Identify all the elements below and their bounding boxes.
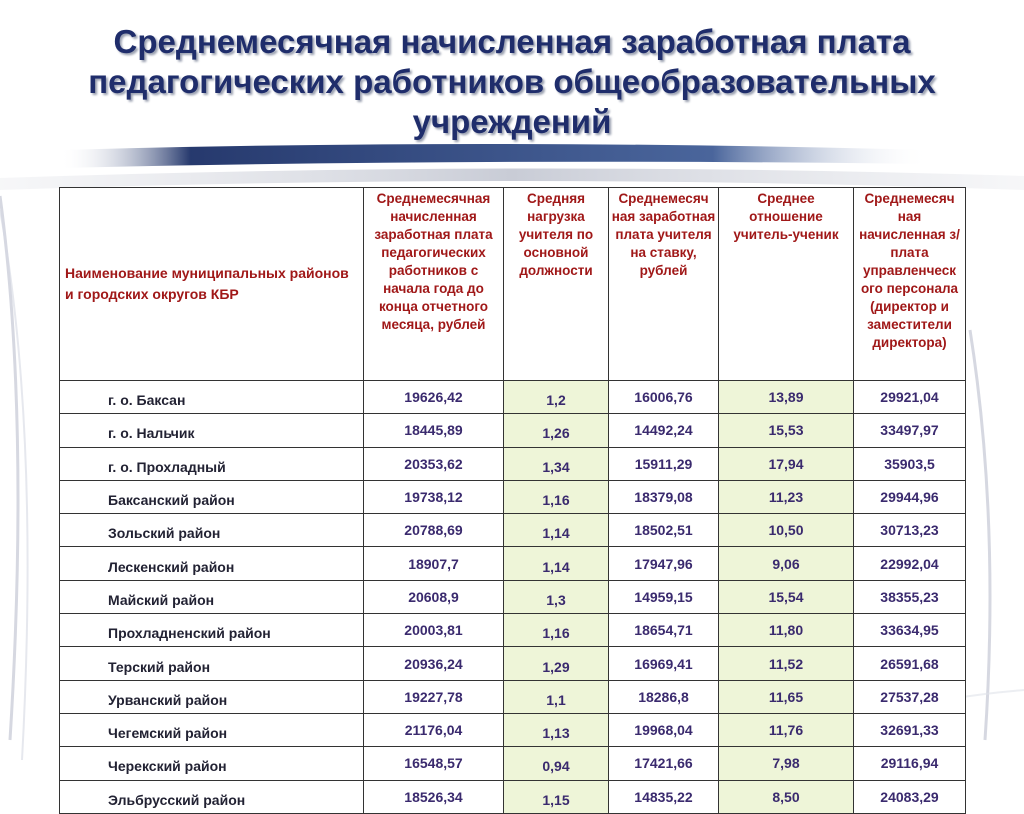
table-row [60, 514, 966, 547]
ratio-value: 11,80 [719, 614, 854, 647]
teacher-load-value: 1,3 [504, 580, 609, 613]
teacher-salary-value: 17947,96 [609, 547, 719, 580]
mgmt-salary-value: 26591,68 [854, 647, 966, 680]
ratio-value: 10,50 [719, 514, 854, 547]
district-name: Баксанский район [60, 480, 364, 513]
district-name: Прохладненский район [60, 614, 364, 647]
teacher-salary-value: 15911,29 [609, 447, 719, 480]
mgmt-salary-value: 38355,23 [854, 580, 966, 613]
header-mgmt-salary: Среднемесяч ная начисленная з/плата управленческ ого персонала (директор и заместители директора) [854, 188, 966, 381]
mgmt-salary-value: 30713,23 [854, 514, 966, 547]
teacher-salary-value: 16006,76 [609, 381, 719, 414]
teacher-salary-value: 16969,41 [609, 647, 719, 680]
teacher-load-value: 1,15 [504, 780, 609, 813]
avg-salary-value: 18907,7 [364, 547, 504, 580]
page-title: Среднемесячная начисленная заработная плата педагогических работников общеобразовательных учреждений [88, 23, 936, 140]
table-row [60, 747, 966, 780]
district-name: Лескенский район [60, 547, 364, 580]
district-name: Черекский район [60, 747, 364, 780]
teacher-salary-value: 17421,66 [609, 747, 719, 780]
teacher-load-value: 0,94 [504, 747, 609, 780]
table-row [60, 480, 966, 513]
mgmt-salary-value: 22992,04 [854, 547, 966, 580]
district-name: Эльбрусский район [60, 780, 364, 813]
teacher-salary-value: 14492,24 [609, 414, 719, 447]
teacher-load-value: 1,13 [504, 713, 609, 746]
avg-salary-value: 21176,04 [364, 713, 504, 746]
table-row [60, 580, 966, 613]
teacher-load-value: 1,2 [504, 381, 609, 414]
avg-salary-value: 18526,34 [364, 780, 504, 813]
mgmt-salary-value: 29921,04 [854, 381, 966, 414]
teacher-load-value: 1,34 [504, 447, 609, 480]
teacher-load-value: 1,1 [504, 680, 609, 713]
district-name: г. о. Прохладный [60, 447, 364, 480]
district-name: Майский район [60, 580, 364, 613]
mgmt-salary-value: 33497,97 [854, 414, 966, 447]
table-row [60, 381, 966, 414]
table-header-row [60, 188, 966, 381]
mgmt-salary-value: 24083,29 [854, 780, 966, 813]
avg-salary-value: 18445,89 [364, 414, 504, 447]
avg-salary-value: 20788,69 [364, 514, 504, 547]
mgmt-salary-value: 29116,94 [854, 747, 966, 780]
ratio-value: 8,50 [719, 780, 854, 813]
header-district-name: Наименование муниципальных районов и городских округов КБР [60, 188, 364, 381]
ratio-value: 17,94 [719, 447, 854, 480]
teacher-load-value: 1,29 [504, 647, 609, 680]
avg-salary-value: 19227,78 [364, 680, 504, 713]
salary-table-container [59, 187, 965, 814]
district-name: г. о. Нальчик [60, 414, 364, 447]
district-name: Зольский район [60, 514, 364, 547]
district-name: Чегемский район [60, 713, 364, 746]
table-row [60, 713, 966, 746]
mgmt-salary-value: 27537,28 [854, 680, 966, 713]
avg-salary-value: 19738,12 [364, 480, 504, 513]
teacher-load-value: 1,14 [504, 514, 609, 547]
teacher-load-value: 1,16 [504, 480, 609, 513]
avg-salary-value: 20003,81 [364, 614, 504, 647]
teacher-salary-value: 19968,04 [609, 713, 719, 746]
avg-salary-value: 20608,9 [364, 580, 504, 613]
teacher-salary-value: 18379,08 [609, 480, 719, 513]
table-row [60, 780, 966, 813]
header-teacher-student-ratio: Среднее отношение учитель-ученик [719, 188, 854, 381]
table-row [60, 614, 966, 647]
mgmt-salary-value: 33634,95 [854, 614, 966, 647]
header-teacher-load: Средняя нагрузка учителя по основной должности [504, 188, 609, 381]
header-teacher-salary: Среднемесяч ная заработная плата учителя на ставку, рублей [609, 188, 719, 381]
table-row [60, 447, 966, 480]
teacher-salary-value: 18286,8 [609, 680, 719, 713]
header-avg-salary: Среднемесячная начисленная заработная плата педагогических работников с начала года до конца отчетного месяца, рублей [364, 188, 504, 381]
district-name: г. о. Баксан [60, 381, 364, 414]
teacher-load-value: 1,16 [504, 614, 609, 647]
salary-table [59, 187, 966, 814]
table-row [60, 647, 966, 680]
table-row [60, 547, 966, 580]
teacher-salary-value: 14835,22 [609, 780, 719, 813]
district-name: Урванский район [60, 680, 364, 713]
teacher-load-value: 1,26 [504, 414, 609, 447]
ratio-value: 11,23 [719, 480, 854, 513]
table-row [60, 680, 966, 713]
ratio-value: 13,89 [719, 381, 854, 414]
mgmt-salary-value: 32691,33 [854, 713, 966, 746]
ratio-value: 7,98 [719, 747, 854, 780]
ratio-value: 11,65 [719, 680, 854, 713]
avg-salary-value: 16548,57 [364, 747, 504, 780]
teacher-load-value: 1,14 [504, 547, 609, 580]
avg-salary-value: 19626,42 [364, 381, 504, 414]
ratio-value: 15,53 [719, 414, 854, 447]
teacher-salary-value: 14959,15 [609, 580, 719, 613]
mgmt-salary-value: 29944,96 [854, 480, 966, 513]
ratio-value: 9,06 [719, 547, 854, 580]
teacher-salary-value: 18502,51 [609, 514, 719, 547]
avg-salary-value: 20936,24 [364, 647, 504, 680]
ratio-value: 11,52 [719, 647, 854, 680]
ratio-value: 15,54 [719, 580, 854, 613]
mgmt-salary-value: 35903,5 [854, 447, 966, 480]
ratio-value: 11,76 [719, 713, 854, 746]
table-row [60, 414, 966, 447]
teacher-salary-value: 18654,71 [609, 614, 719, 647]
district-name: Терский район [60, 647, 364, 680]
avg-salary-value: 20353,62 [364, 447, 504, 480]
